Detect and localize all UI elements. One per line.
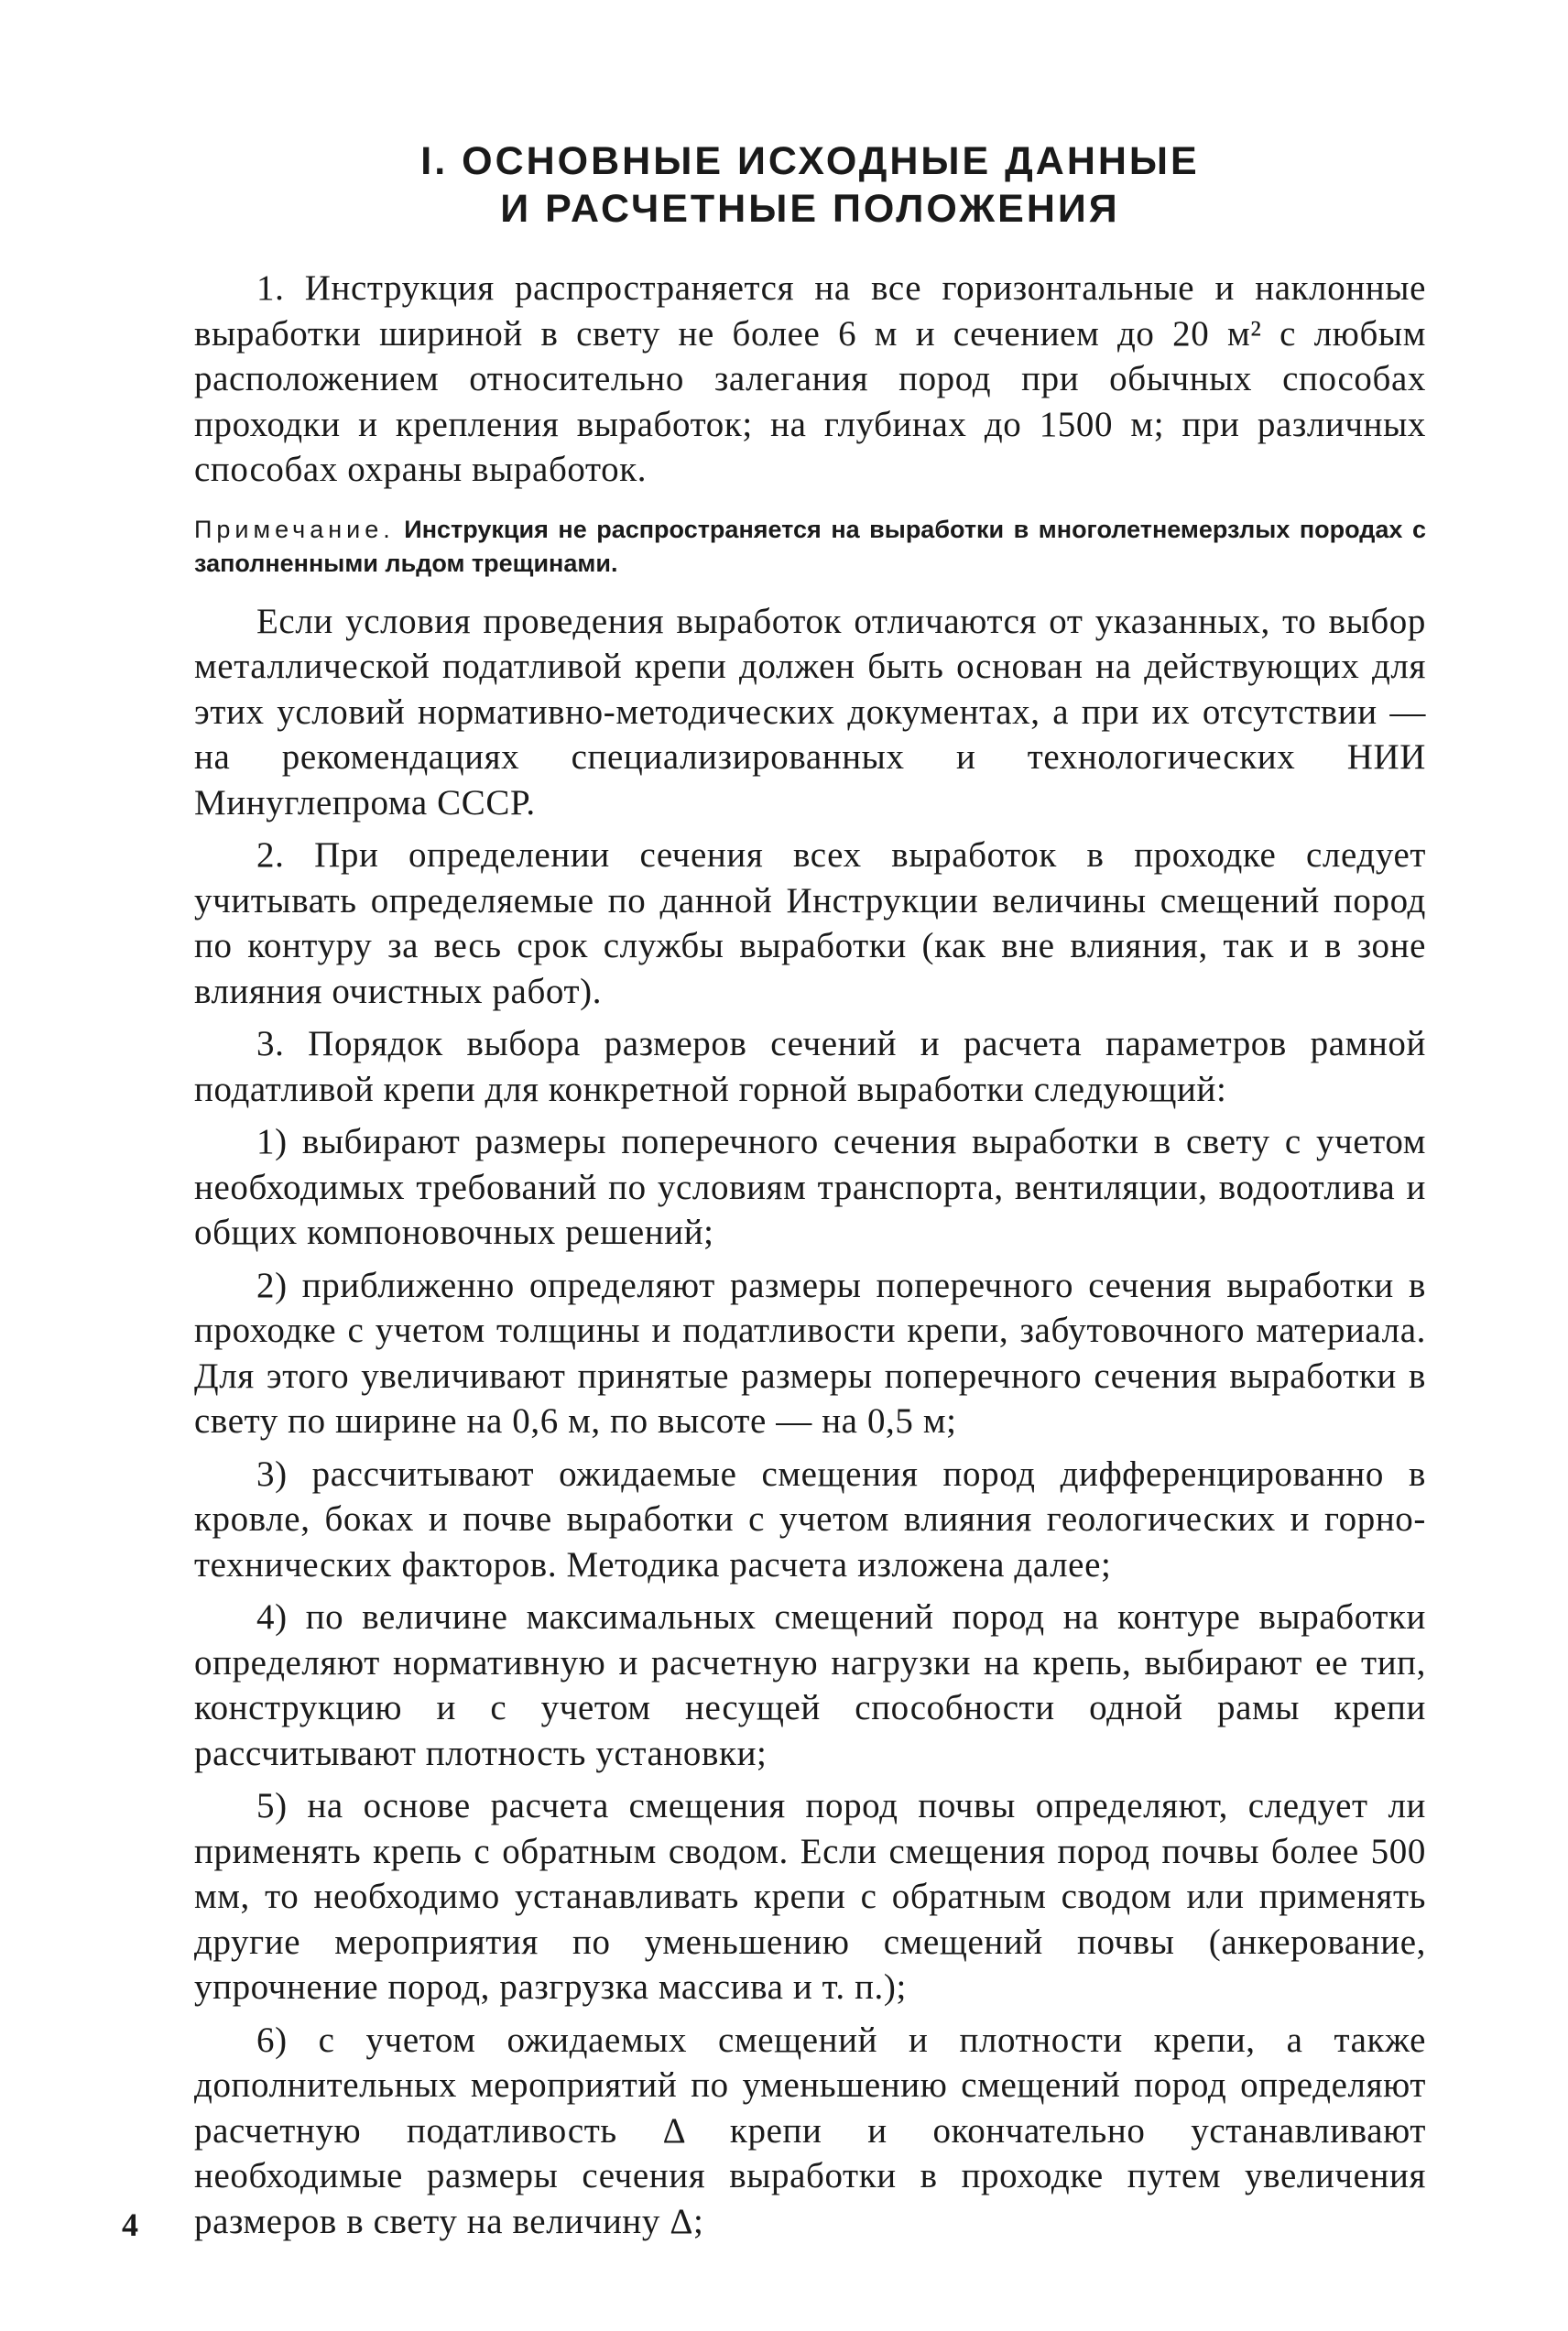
list-item-4: 4) по величине максимальных смещений пород на контуре выработки определяют нормативную и расчетную нагрузки на крепь, выбирают ее тип, конструкцию и с учетом несущей способности одной рамы крепи рассчитывают плотность установки; (194, 1597, 1426, 1773)
list-item-6: 6) с учетом ожидаемых смещений и плотности крепи, а также дополнительных мероприятий по уменьшению смещений пород определяют расчетную податливость Δ крепи и окончательно устанавливают необходимые размеры сечения выработки в проходке путем увеличения размеров в свету на величину Δ; (194, 2020, 1426, 2241)
section-title (194, 137, 1426, 233)
note (194, 513, 1426, 581)
list-item-5: 5) на основе расчета смещения пород почвы определяют, следует ли применять крепь с обратным сводом. Если смещения пород почвы более 500 мм, то необходимо устанавливать крепи с обратным сводом или применять другие мероприятия по уменьшению смещений почвы (анкерование, упрочнение пород, разгрузка массива и т. п.); (194, 1786, 1426, 2007)
paragraph-1: 1. Инструкция распространяется на все горизонтальные и наклонные выработки шириной в свету не более 6 м и сечением до 20 м² с любым расположением относительно залегания пород при обычных способах проходки и крепления выработок; на глубинах до 1500 м; при различных способах охраны выработок. (194, 268, 1426, 489)
section-title-line-2: И РАСЧЕТНЫЕ ПОЛОЖЕНИЯ (500, 187, 1120, 231)
list-item-2: 2) приближенно определяют размеры поперечного сечения выработки в проходке с учетом толщины и податливости крепи, забутовочного материала. Для этого увеличивают принятые размеры поперечного сечения выработки в свету по ширине на 0,6 м, по высоте — на 0,5 м; (194, 1265, 1426, 1441)
paragraph-3: 2. При определении сечения всех выработок в проходке следует учитывать определяемые по данной Инструкции величины смещений пород по контуру за весь срок службы выработки (как вне влияния, так и в зоне влияния очистных работ). (194, 835, 1426, 1011)
paragraph-4: 3. Порядок выбора размеров сечений и расчета параметров рамной податливой крепи для конкретной горной выработки следующий: (194, 1024, 1426, 1109)
paragraph-2: Если условия проведения выработок отличаются от указанных, то выбор металлической податливой крепи должен быть основан на действующих для этих условий нормативно-методических документах, а при их отсутствии — на рекомендациях специализированных и технологических НИИ Минуглепрома СССР. (194, 601, 1426, 822)
list-item-3: 3) рассчитывают ожидаемые смещения пород дифференцированно в кровле, боках и почве выработки с учетом влияния геологических и горно-технических факторов. Методика расчета изложена далее; (194, 1454, 1426, 1585)
document-page (194, 137, 1426, 2244)
section-title-line-1: I. ОСНОВНЫЕ ИСХОДНЫЕ ДАННЫЕ (420, 139, 1200, 183)
note-text: Инструкция не распространяется на выработки в многолетнемерзлых породах с заполненными льдом трещинами. (194, 515, 1426, 577)
note-label: Примечание. (194, 515, 395, 543)
list-item-1: 1) выбирают размеры поперечного сечения выработки в свету с учетом необходимых требований по условиям транспорта, вентиляции, водоотлива и общих компоновочных решений; (194, 1122, 1426, 1252)
page-number: 4 (122, 2206, 138, 2243)
